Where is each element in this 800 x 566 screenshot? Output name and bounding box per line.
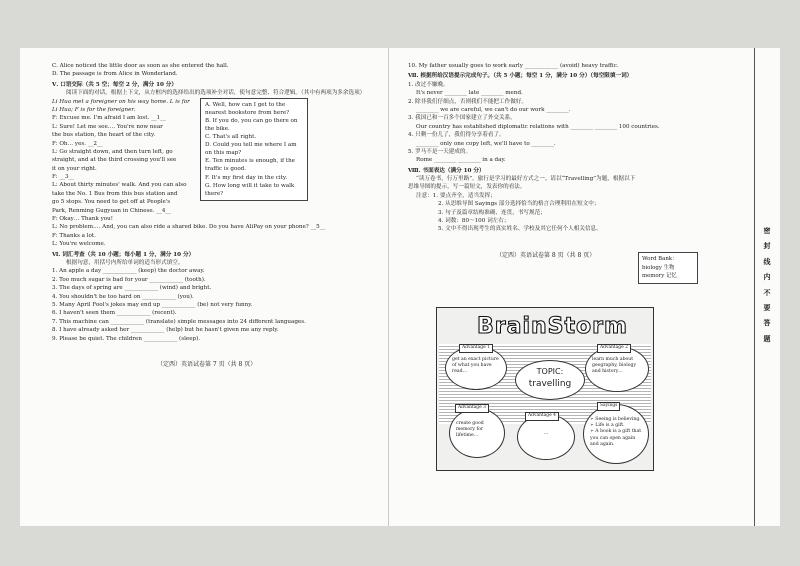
prompt-line: 4. 词数：80～100 词左右；	[438, 218, 510, 225]
word-bank-title: Word Bank：	[642, 256, 678, 262]
vocab-item-10: 10. My father usually goes to work early ____________ (avoid) heavy traffic.	[408, 63, 619, 69]
brainstorm-title: BrainStorm	[477, 314, 628, 339]
topic-text: travelling	[528, 379, 572, 389]
advantage2-text: learn much about geography, biology and history…	[592, 357, 637, 375]
vocab-item: 6. I haven't seen them ____________ (recent).	[52, 310, 177, 317]
vocab-item: 3. The days of spring are ____________ (wind) and bright.	[52, 285, 212, 292]
translation-line: 3. 我国已和一百多个国家建立了外交关系。	[408, 115, 516, 122]
saying-item: ➢ Life is a gift.	[590, 423, 625, 429]
section5-title: Ⅴ. 口语交际（共 5 空；每空 2 分，满分 10 分）	[52, 81, 177, 88]
translation-line: 1. 改过不嫌晚。	[408, 81, 449, 88]
option-b: B. If you do, you can go there on the bike.	[205, 117, 298, 132]
option-d-line: D. The passage is from Alice in Wonderland.	[52, 71, 178, 78]
word-bank-entry: biology 生物	[642, 264, 675, 271]
vocab-item: 9. Please be quiet. The children ____________ (sleep).	[52, 335, 201, 342]
seal-char: 封	[763, 241, 771, 251]
seal-char: 要	[763, 302, 771, 312]
translation-line: Rome ________ ________ in a day.	[416, 157, 506, 164]
seal-char: 线	[763, 256, 771, 266]
saying-item: ➢ Seeing is believing.	[590, 417, 641, 422]
dialog-line: F: Okay… Thank you!	[52, 216, 114, 223]
option-a: A. Well, how can I get to the nearest bookstore from here?	[205, 101, 290, 116]
section6-instruction: 根据句意，用括号内所给单词的适当形式填空。	[66, 259, 184, 266]
dialog-lines	[52, 98, 200, 224]
translation-line: 5. 罗马不是一天建成的。	[408, 148, 472, 155]
section7-title: Ⅶ. 根据所给汉语提示完成句子。（共 5 小题；每空 1 分，满分 10 分）（每空限填一词）	[408, 73, 633, 80]
prompt-line: 3. 句子及篇章结构准确、连贯，书写规范；	[438, 209, 546, 216]
topic-label: TOPIC:	[536, 367, 564, 376]
dialog-block	[52, 98, 382, 224]
dialog-line: L: Sure! Let me see…. You're now near	[52, 123, 163, 130]
prompt-line: 2. 从思维导图 Sayings 部分选择恰当的格言合理利用在短文中；	[438, 201, 600, 208]
advantage4-cloud	[517, 414, 575, 460]
vocab-item: 4. You shouldn't be too hard on ____________ (you).	[52, 293, 194, 300]
advantage2-label: Advantage 2	[597, 344, 631, 353]
advantage4-label: Advantage 4	[525, 412, 559, 421]
advantage1-text: get an exact picture of what you have read…	[452, 357, 499, 375]
sayings-label: Sayings	[597, 402, 620, 411]
translation-line: It's never ________ late ________ mend.	[416, 90, 523, 97]
dialog-line: go 5 stops. You need to get off at People's	[52, 199, 171, 206]
translation-line: Our country has established diplomatic relations with ________ ________ 100 countries.	[416, 123, 660, 130]
dialog-line: F: Excuse me. I'm afraid I am lost. __1__	[52, 115, 166, 122]
saying-item: ➢ A book is a gift that you can open again and again.	[590, 429, 642, 447]
translation-line: ________ only one copy left, we'll have to ________.	[416, 140, 556, 147]
seal-char: 内	[763, 272, 771, 282]
seal-line-text	[761, 223, 773, 346]
vocab-item: 5. Many April Fool's jokes may end up ____________ (be) not very funny.	[52, 301, 253, 308]
dialog-intro-2: Li Hua; F is for the foreigner.	[52, 106, 136, 113]
section8-title: Ⅷ. 书面表达（满分 10 分）	[408, 167, 485, 174]
dialog-line: L: Go straight down, and then turn left, go	[52, 148, 173, 155]
option-f: F. It's my first day in the city.	[205, 174, 288, 181]
translation-line: 4. 只剩一份儿了，我们得分享着看了。	[408, 132, 505, 139]
vocab-item: 1. An apple a day ____________ (keep) the doctor away.	[52, 268, 205, 275]
option-c: C. That's all right.	[205, 134, 257, 140]
seal-char: 答	[763, 318, 771, 328]
option-e: E. Ten minutes is enough, if the traffic is good.	[205, 158, 295, 173]
page8-footer: （定西）英语试卷第 8 页（共 8 页）	[496, 251, 596, 259]
left-page	[52, 62, 382, 368]
page7-footer: （定西）英语试卷第 7 页（共 8 页）	[157, 360, 257, 368]
section5-instruction: 阅读下面的对话，根据上下文，从方框内的选择给出的选项补全对话，使句意完整、符合逻辑。（其中有两项为多余选项）	[66, 90, 366, 97]
dialog-line: L: About thirty minutes' walk. And you can also	[52, 182, 187, 189]
dialog-line: it on your right.	[52, 165, 97, 172]
translation-line: ________ we are careful, we can't do our work ________.	[416, 106, 571, 113]
prompt-line: “读万卷书，行万里路”，旅行是学习的最好方式之一。请以“Travelling”为题，根据以下	[416, 176, 636, 183]
dialog-line: straight, and at the third crossing you'll see	[52, 157, 177, 164]
topic-bubble	[515, 360, 585, 400]
option-d: D. Could you tell me where I am on this map?	[205, 142, 297, 157]
seal-line-sidebar	[754, 48, 781, 526]
vocab-item: 8. I have already asked her ____________ (help) but he hasn't given me any reply.	[52, 327, 279, 334]
dialog-tail-line: L: You're welcome.	[52, 241, 106, 248]
dialog-line: take the No. 1 Bus from this bus station and	[52, 190, 178, 197]
exam-sheet	[20, 48, 780, 526]
prompt-line: 思维导图的提示，写一篇短文，发表你的看法。	[408, 184, 526, 191]
section6-title: Ⅵ. 词汇考查（共 10 小题；每小题 1 分，满分 10 分）	[52, 251, 195, 258]
vocab-item: 2. Too much sugar is bad for your ____________ (tooth).	[52, 276, 206, 283]
prompt-line: 注意：1. 要点齐全，适当发挥；	[416, 192, 496, 199]
advantage3-text: create good memory for lifetime…	[456, 421, 484, 439]
dialog-tail-line: F: Thanks a lot.	[52, 232, 96, 239]
option-g: G. How long will it take to walk there?	[205, 182, 295, 197]
dialog-line: Park, Renming Gugyuan in Chinese. __4__	[52, 207, 172, 214]
word-bank	[638, 252, 698, 284]
advantage1-label: Advantage 1	[459, 344, 493, 353]
brainstorm-mindmap	[436, 307, 654, 471]
right-page	[408, 62, 726, 447]
seal-char: 不	[763, 287, 771, 297]
vocab-item: 7. This machine can ____________ (translate) simple messages into 24 different languages.	[52, 318, 306, 325]
dialog-line: F: __3__	[52, 174, 75, 181]
prompt-line: 5. 文中不得出现考生的真实姓名、学校及其它任何个人相关信息。	[438, 226, 602, 233]
seal-char: 题	[763, 333, 771, 343]
dialog-tail-line: L: No problem…. And, you can also ride a shared bike. Do you have AliPay on your phone? __5__	[52, 224, 326, 231]
page-divider	[388, 48, 389, 526]
seal-char: 密	[763, 226, 771, 235]
option-c-line: C. Alice noticed the little door as soon as she entered the hall.	[52, 63, 229, 69]
translation-line: 2. 除非我们仔细点，否则我们不能把工作做好。	[408, 98, 527, 105]
advantage4-text: …	[543, 431, 549, 436]
dialog-line: the bus station, the heart of the city.	[52, 132, 156, 139]
options-box	[200, 98, 308, 201]
advantage3-label: Advantage 3	[455, 404, 489, 413]
advantage3-cloud	[449, 408, 505, 458]
dialog-line: F: Oh… yes. __2__	[52, 140, 103, 147]
word-bank-entry: memory 记忆	[642, 273, 677, 280]
advantage2-cloud	[585, 346, 649, 392]
dialog-intro-1: Li Hua met a foreigner on his way home. L is for	[52, 98, 190, 105]
sayings-cloud	[583, 404, 649, 464]
